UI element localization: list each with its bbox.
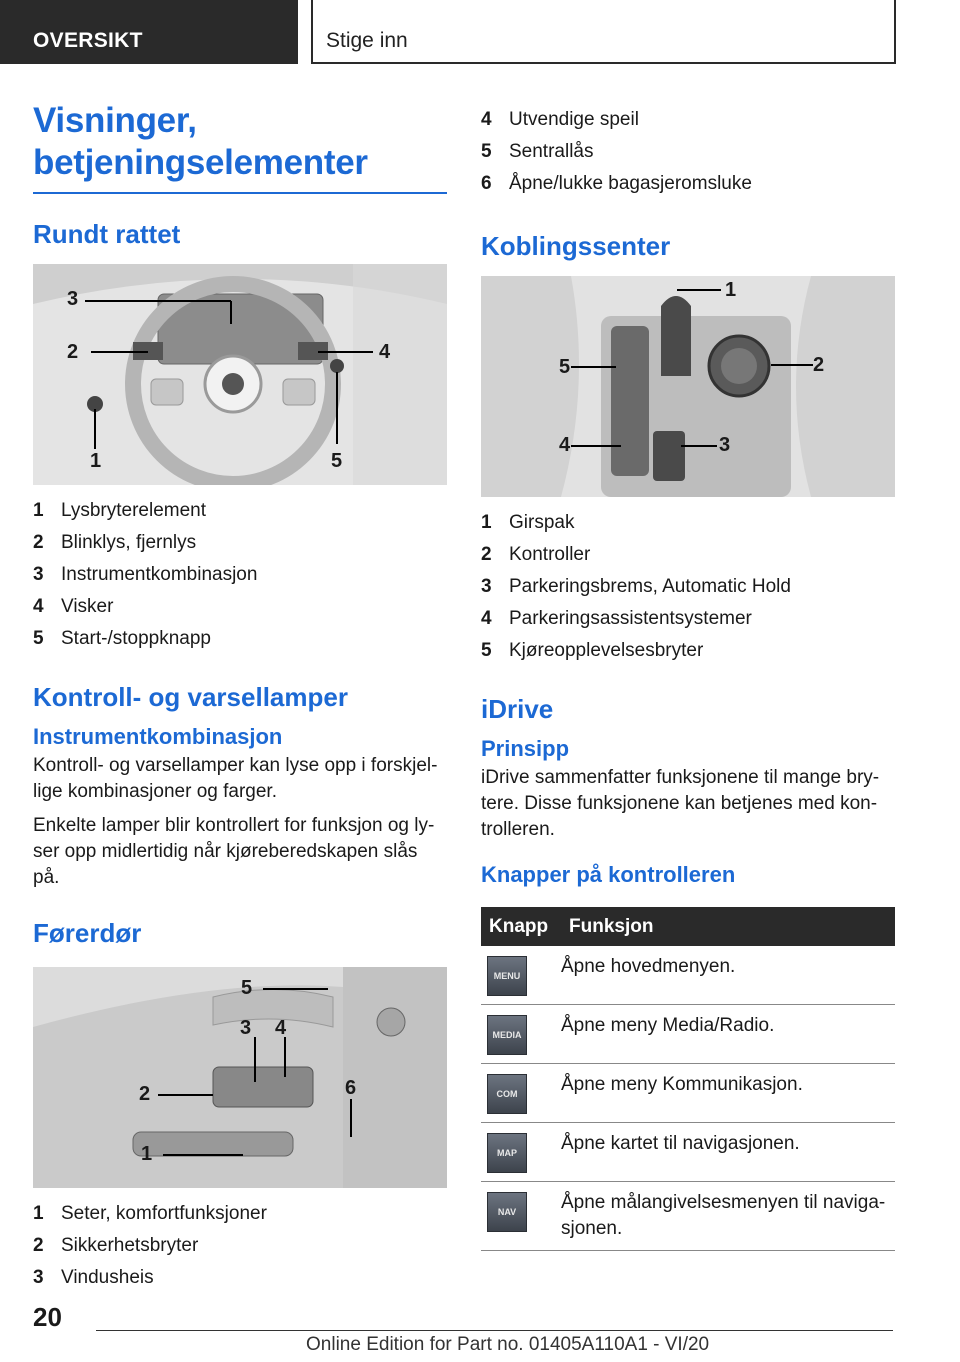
- section-title: Stige inn: [311, 0, 896, 64]
- subheading-buttons: Knapper på kontrolleren: [481, 862, 736, 887]
- function-cell: Åpne meny Media/Radio.: [561, 1005, 895, 1064]
- list-item: 1 Seter, komfortfunksjoner: [33, 1203, 267, 1224]
- door-list-a: [33, 1198, 447, 1294]
- callout-4: 4: [559, 434, 571, 456]
- paragraph: iDrive sammenfatter funksjonene til mange bry-tere. Disse funksjonene kan betjenes med kon-trolleren.: [481, 767, 880, 840]
- steering-list: [33, 495, 447, 655]
- heading-door: Førerdør: [33, 918, 142, 948]
- heading-indicator: Kontroll- og varsellamper: [33, 682, 348, 712]
- center-console-figure: [481, 276, 895, 497]
- heading-idrive: iDrive: [481, 694, 554, 724]
- map-key-icon: MAP: [487, 1133, 527, 1173]
- list-item: 3 Instrumentkombinasjon: [33, 564, 258, 585]
- list-item: 1 Lysbryterelement: [33, 500, 207, 521]
- heading-center: Koblingssenter: [481, 231, 671, 261]
- right-column: [481, 104, 895, 1251]
- table-row: [481, 1182, 895, 1251]
- menu-key-icon: MENU: [487, 956, 527, 996]
- heading-steering: Rundt rattet: [33, 219, 181, 249]
- callout-3: 3: [240, 1017, 252, 1039]
- list-item: 5 Start-/stoppknapp: [33, 628, 211, 649]
- list-item: 4 Utvendige speil: [481, 109, 639, 130]
- callout-2: 2: [813, 354, 825, 376]
- table-row: [481, 1064, 895, 1123]
- callout-4: 4: [379, 341, 391, 363]
- list-item: 4 Parkeringsassistentsystemer: [481, 608, 752, 629]
- left-column: [33, 100, 447, 1294]
- door-figure: [33, 967, 447, 1188]
- table-row: [481, 946, 895, 1005]
- list-item: 3 Vindusheis: [33, 1267, 154, 1288]
- subheading-principle: Prinsipp: [481, 736, 570, 761]
- paragraph: Enkelte lamper blir kontrollert for funksjon og ly-ser opp midlertidig når kjøreberedskapen slås på.: [33, 815, 435, 888]
- list-item: 2 Kontroller: [481, 544, 591, 565]
- nav-key-icon: NAV: [487, 1192, 527, 1232]
- subheading-cluster: Instrumentkombinasjon: [33, 724, 283, 749]
- buttons-table: [481, 907, 895, 1251]
- footer-divider: [96, 1330, 893, 1331]
- callout-5: 5: [559, 356, 571, 378]
- callout-3: 3: [719, 434, 731, 456]
- callout-2: 2: [139, 1083, 151, 1105]
- list-item: 1 Girspak: [481, 512, 575, 533]
- callout-3: 3: [67, 288, 79, 310]
- col-header-function: Funksjon: [561, 907, 895, 946]
- function-cell: Åpne målangivelsesmenyen til naviga-sjonen.: [561, 1182, 895, 1251]
- chapter-tab[interactable]: OVERSIKT: [0, 0, 298, 64]
- callout-1: 1: [725, 279, 737, 301]
- function-cell: Åpne kartet til navigasjonen.: [561, 1123, 895, 1182]
- list-item: 2 Sikkerhetsbryter: [33, 1235, 199, 1256]
- list-item: 6 Åpne/lukke bagasjeromsluke: [481, 173, 752, 194]
- callout-6: 6: [345, 1077, 357, 1099]
- page-number: 20: [33, 1302, 62, 1332]
- list-item: 2 Blinklys, fjernlys: [33, 532, 197, 553]
- steering-wheel-figure: [33, 264, 447, 485]
- function-cell: Åpne hovedmenyen.: [561, 946, 895, 1005]
- callout-5: 5: [331, 450, 343, 472]
- list-item: 3 Parkeringsbrems, Automatic Hold: [481, 576, 791, 597]
- list-item: 4 Visker: [33, 596, 114, 617]
- callout-1: 1: [90, 450, 102, 472]
- table-row: [481, 1123, 895, 1182]
- list-item: 5 Sentrallås: [481, 141, 594, 162]
- com-key-icon: COM: [487, 1074, 527, 1114]
- paragraph: Kontroll- og varsellamper kan lyse opp i forskjel-lige kombinasjoner og farger.: [33, 755, 438, 802]
- media-key-icon: MEDIA: [487, 1015, 527, 1055]
- callout-2: 2: [67, 341, 79, 363]
- center-list: [481, 507, 895, 667]
- table-row: [481, 1005, 895, 1064]
- function-cell: Åpne meny Kommunikasjon.: [561, 1064, 895, 1123]
- page-title: Visninger, betjeningselementer: [33, 100, 447, 194]
- callout-4: 4: [275, 1017, 287, 1039]
- edition-text: Online Edition for Part no. 01405A110A1 - VI/20: [306, 1334, 710, 1355]
- door-list-b: [481, 104, 895, 200]
- col-header-button: Knapp: [481, 907, 561, 946]
- page-header: [0, 0, 960, 66]
- list-item: 5 Kjøreopplevelsesbryter: [481, 640, 704, 661]
- callout-1: 1: [141, 1143, 153, 1165]
- callout-5: 5: [241, 977, 253, 999]
